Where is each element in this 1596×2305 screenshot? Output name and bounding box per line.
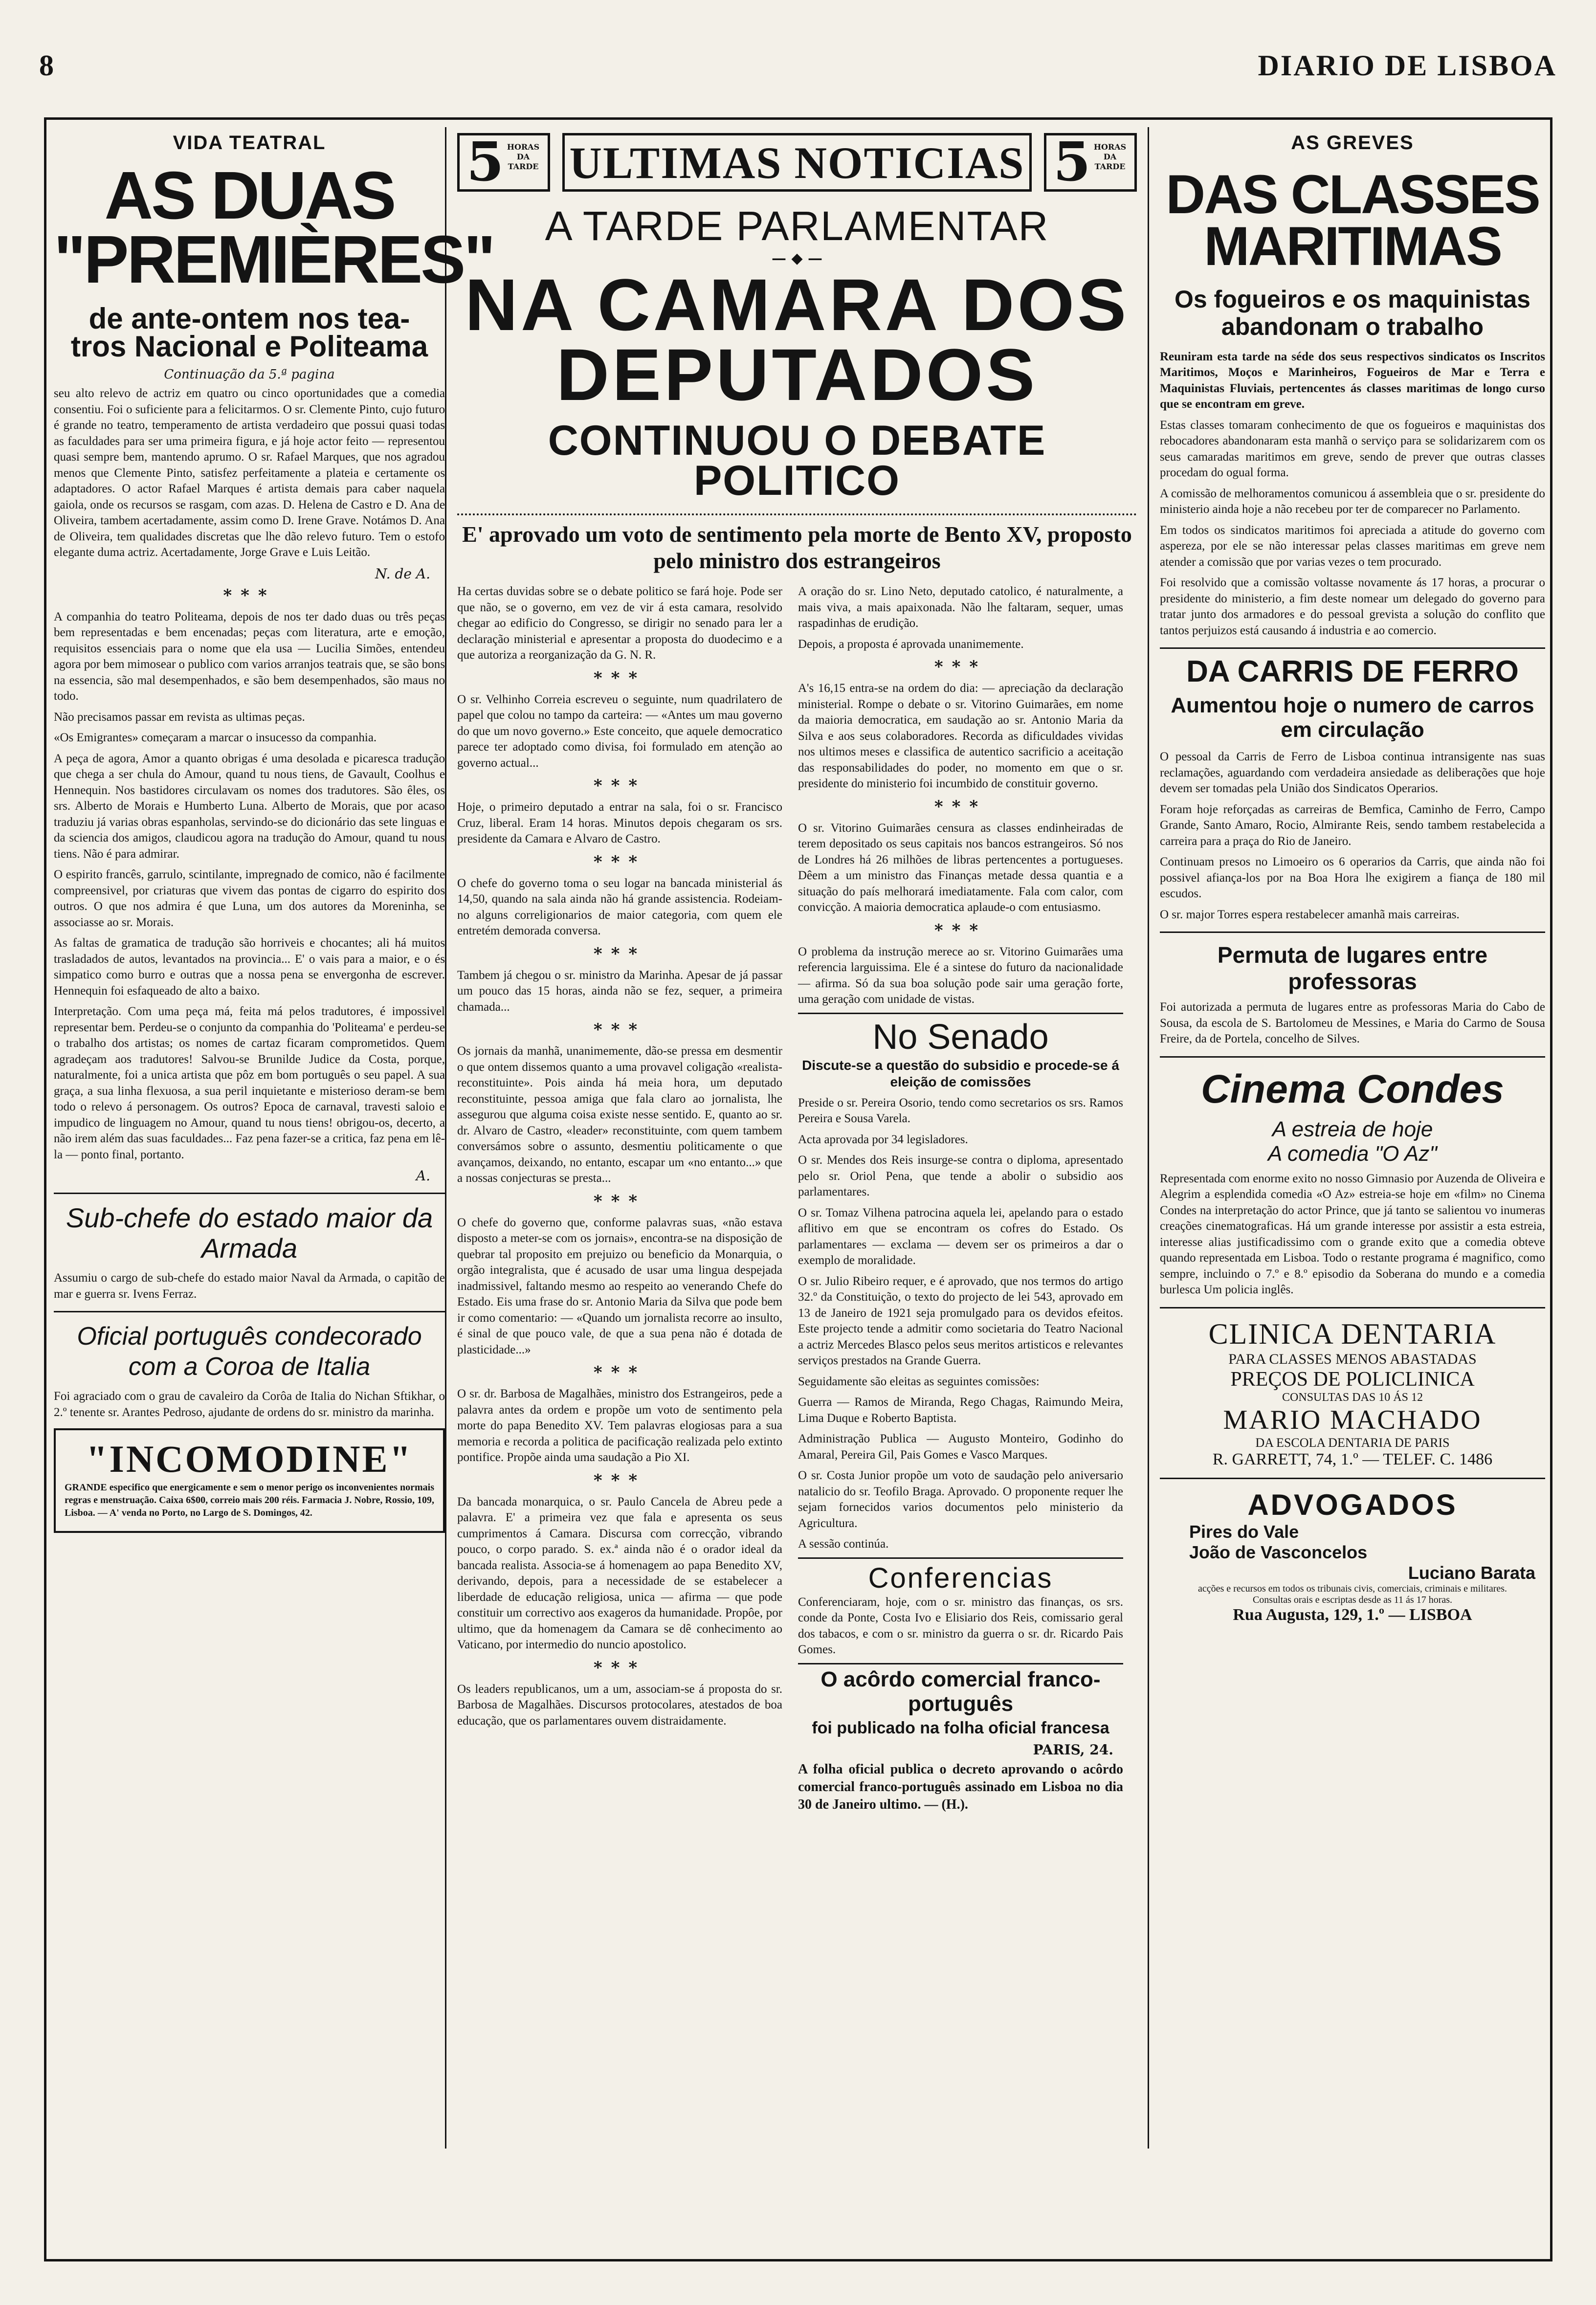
- greves-paragraph: Foi resolvido que a comissão voltasse novamente ás 17 horas, a procurar o presidente do ministerio, a fim deste nomear um delegado do governo para tratar junto dos armadores e do pessoal grevista a solução do conflito que tantos perjuizos está causando á industria e ao comercio.: [1160, 576, 1545, 637]
- report-paragraph: Depois, a proposta é aprovada unanimemente.: [798, 637, 1024, 651]
- permuta-body: Foi autorizada a permuta de lugares entre as professoras Maria do Cabo de Sousa, da escola de S. Bartolomeu de Messines, e Maria do Carmo de Sousa Freire, da de Portela, concelho de Silves.: [1160, 1000, 1545, 1046]
- senado-paragraph: O sr. Julio Ribeiro requer, e é aprovado, que nos termos do artigo 32.º da Constituição, o texto do projecto de lei 543, aprovado em 13 de Janeiro de 1921 seja promulgado para os devidos efeitos. Este projecto tende a admitir como societaria do Teatro Nacional a actriz Mercedes Blasco pelos seus meritos artisticos e relevantes serviços prestados na Grande Guerra.: [798, 1274, 1123, 1368]
- cinema-subheadline: A estreia de hoje: [1272, 1117, 1433, 1141]
- conferencias-body: Conferenciaram, hoje, com o sr. ministro das finanças, os srs. conde da Ponte, Costa Ivo e Elisiario dos Reis, comissario geral dos tabacos, e com o sr. ministro da guerra o sr. dr. Ricardo Pais Gomes.: [798, 1595, 1123, 1657]
- carris-subheadline: Aumentou hoje o numero de carros em circulação: [1171, 693, 1534, 742]
- carris-paragraph: Continuam presos no Limoeiro os 6 operarios da Carris, que ainda não foi possivel afiança-los por na Boa Hora lhe exigirem a fiança de 180 mil escudos.: [1160, 855, 1545, 901]
- vote-headline: E' aprovado um voto de sentimento pela morte de Bento XV, proposto pelo ministro dos estrangeiros: [462, 522, 1132, 574]
- acordo-subheadline: foi publicado na folha oficial francesa: [812, 1718, 1109, 1737]
- dotted-divider: [457, 513, 1137, 515]
- divider: [54, 1193, 445, 1194]
- clinica-dentaria-ad: CLINICA DENTARIA PARA CLASSES MENOS ABASTADAS PREÇOS DE POLICLINICA CONSULTAS DAS 10 ÁS 12 MARIO MACHADO DA ESCOLA DENTARIA DE PARIS R. GARRETT, 74, 1.º — TELEF. C. 1486: [1160, 1317, 1545, 1469]
- cinema-headline: Cinema Condes: [1201, 1066, 1504, 1111]
- separator-stars: ***: [223, 585, 276, 605]
- oficial-headline: Oficial português condecorado com a Coroa de Italia: [77, 1322, 422, 1381]
- report-paragraph: Tambem já chegou o sr. ministro da Marinha. Apesar de já passar um pouco das 15 horas, ainda não se fez, sequer, a primeira chamada...: [457, 968, 782, 1014]
- acordo-dateline: PARIS, 24.: [1033, 1742, 1113, 1758]
- senado-paragraph: A sessão continúa.: [798, 1537, 889, 1551]
- column-ultimas-noticias: [445, 127, 1149, 2149]
- headline: NA CAMARA DOS DEPUTADOS: [465, 264, 1130, 416]
- report-left-column: Ha certas duvidas sobre se o debate politico se fará hoje. Pode ser que não, se o governo, em vez de vir á esta camara, resolvido chegar ao edificio do Congresso, se dirigir no senado para ler a declaração ministerial e apresentar a proposta do duodecimo e a que autoriza a reorganização da G. N. R. *** O sr. Velhinho Correia escreveu o seguinte, num quadrilatero de papel que colou no tampo da carteira: — «Antes um mau governo do que um novo governo.» Este conceito, que aquele democratico parece ter adoptado como divisa, foi formulado em atenção ao governo actual... *** Hoje, o primeiro deputado a entrar na sala, foi o sr. Francisco Cruz, liberal. Eram 14 horas. Minutos depois chegaram os srs. presidente da Camara e Alvaro de Castro. *** O chefe do governo toma o seu logar na bancada ministerial ás 14,50, quando na sala ainda não há grande assistencia. Rodeiam-no alguns correligionarios de maior categoria, com quem ele entretém demorada conversa. *** Tambem já chegou o sr. ministro da Marinha. Apesar de já passar um pouco das 15 horas, ainda não se fez, sequer, a primeira chamada... *** Os jornais da manhã, unanimemente, dão-se pressa em desmentir o que ontem dissemos quanto a uma provavel coligação «realista-reconstituinte». Pois ainda há meia hora, um deputado reconstituinte, pessoa amiga que fala claro ao jornalista, lhe assegurou que alguma coisa existe nesse sentido. E, quanto ao sr. dr. Alvaro de Castro, «leader» reconstituinte, com quem tambem conversámos sobre o assunto, desmentiu politicamente o que avançamos, deixando, no entanto, escapar um «no entanto...» que a nossas conjecturas se presta... *** O chefe do governo que, conforme palavras suas, «não estava disposto a meter-se com os jornais», encontra-se na disposição de quebrar tal proposito em prejuizo ou beneficio da Monarquia, o orgão integralista, que é acusado de usar uma lingua despejada inadmissivel, faltando mesmo ao respeito ao venerando Chefe do Estado. Eis uma frase do sr. Antonio Maria da Silva que pode bem ir como comentario: — «Quando um jornalista recorre ao insulto, é sinal de que pouco vale, de que a sua pena não é dotada de plasticidade...» *** O sr. dr. Barbosa de Magalhães, ministro dos Estrangeiros, pede a palavra antes da ordem e propõe um voto de sentimento pela morte do papa Benedito XV. Tem palavras elogiosas para a sua memoria e recorda a politica de pacificação realizada pelo extinto pontifice. Propõe ainda uma saudação a Pio XI. *** Da bancada monarquica, o sr. Paulo Cancela de Abreu pede a palavra. E' a primeira vez que fala e apresenta os seus cumprimentos á Camara. Discursa com correcção, vibrando pouco, o corpo parado. S. ex.ª ainda não é o orador ideal da bancada realista. Associa-se á homenagem ao papa Benedito XV, derivando, depois, para a necessidade de se estabelecer a liberdade de educação religiosa, unica — afirma — que pode constituir um correctivo aos exageros da humanidade. Propôe, por ultimo, que da homenagem da Camara se dê conhecimento ao Vaticano, por intermedio do nuncio apostolico. *** Os leaders republicanos, um a um, associam-se á proposta do sr. Barbosa de Magalhães. Discursos protocolares, atestados de boa educação, que os parlamentares ouvem distraidamente.: [457, 584, 782, 1734]
- greves-paragraph: A comissão de melhoramentos comunicou á assembleia que o sr. presidente do ministerio ainda hoje a não recebeu por ter de comparecer no Parlamento.: [1160, 487, 1545, 516]
- subheadline: CONTINUOU O DEBATE POLITICO: [548, 417, 1046, 504]
- ornament: — ◆ —: [772, 250, 822, 267]
- report-paragraph: O sr. dr. Barbosa de Magalhães, ministro dos Estrangeiros, pede a palavra antes da ordem e propõe um voto de sentimento pela morte do papa Benedito XV. Tem palavras elogiosas para a sua memoria e recorda a politica de pacificação realizada pelo extinto pontifice. Propõe ainda uma saudação a Pio XI.: [457, 1387, 782, 1464]
- article-paragraph: A companhia do teatro Politeama, depois de nos ter dado duas ou três peças bem representadas e bem encenadas; peças com literatura, arte e emoção, requisitos essenciais para o nome que ela usa — Lucilia Simões, entendeu agora por bem mimosear o publico com varios arranjos teatrais que, se são bons na essencia, são mal desempenhados, e são bem desempenhados, são maus no todo.: [54, 610, 445, 703]
- incomodine-ad: [54, 1428, 445, 1533]
- senado-paragraph: Acta aprovada por 34 legisladores.: [798, 1132, 968, 1146]
- greves-paragraph: Em todos os sindicatos maritimos foi apreciada a atitude do governo com aspereza, por ele se não interessar pelas classes maritimas em greve nem atender a comissão que por varias vezes o tem procurado.: [1160, 523, 1545, 569]
- oficial-body: Foi agraciado com o grau de cavaleiro da Corôa de Italia do Nichan Sftikhar, o 2.º tenente sr. Arantes Pedroso, ajudante de ordens do sr. ministro da marinha.: [54, 1390, 445, 1419]
- article-paragraph: A peça de agora, Amor a quanto obrigas é uma desolada e picaresca tradução que chega a ser chula do Amour, quand tu nous tiens, de Gavault, Coolhus e Hennequin. Nos bastidores circulavam os nomes dos tradutores. São êles, os srs. Alberto de Morais e Humberto Luna. Alberto de Morais, que por acaso traduziu já varias obras espanholas, servindo-se do dicionário das sete linguas e da sciencia dos amigos, claudicou agora na tradução do Amour, quand tu nous tiens. Não é para admirar.: [54, 752, 445, 861]
- divider: [54, 1311, 445, 1312]
- senado-paragraph: O sr. Mendes dos Reis insurge-se contra o diploma, apresentado pelo sr. Oriol Pena, que tende a abolir o subsidio aos parlamentares.: [798, 1153, 1123, 1199]
- senado-paragraph: O sr. Costa Junior propõe um voto de saudação pelo aniversario natalicio do sr. Teofilo Braga. Aprovado. O proponente requer lhe sejam fornecidos varios documentos pelo ministerio da Agricultura.: [798, 1469, 1123, 1530]
- continuation-note: Continuação da 5.ª pagina: [164, 367, 335, 382]
- senado-subheadline: Discute-se a questão do subsidio e procede-se á eleição de comissões: [802, 1057, 1119, 1089]
- senado-headline: No Senado: [872, 1017, 1049, 1057]
- greves-paragraph: Estas classes tomaram conhecimento de que os fogueiros e maquinistas dos rebocadores abandonaram esta manhã o serviço para se solidarizarem com os seus camaradas maritimos em greve, sendo de prever que outras classes procedam do ogual forma.: [1160, 418, 1545, 480]
- article-paragraph: Interpretação. Com uma peça má, feita má pelos tradutores, é impossivel representar bem. Perdeu-se o conjunto da companhia do 'Politeama' e perdeu-se o trabalho dos artistas; os nomes de cartaz ficaram comprometidos. Quem agradeçam aos tradutores! Salvou-se Brunilde Judice da Costa, porque, naturalmente, foi a unica artista que pôz em bom português o seu papel. A sua graça, a sua linha flexuosa, a sua peril inquietante e misterioso deram-se bem todo o relevo á personagem. Os outros? Epoca de carnaval, travesti saloio e impudico de linguagem no Amour, quand tu nous tiens! obrigou-os, decerto, a não irem além das suas faculdades... Faz pena fazer-se a critica, faz pena em lê-la — ponto final, portanto.: [54, 1005, 445, 1161]
- section-label: VIDA TEATRAL: [173, 132, 326, 154]
- signature: A.: [416, 1168, 430, 1184]
- advogados-title: ADVOGADOS: [1247, 1488, 1458, 1521]
- article-paragraph: O espirito francês, garrulo, scintilante, impregnado de comico, não é facilmente compreensivel, por criaturas que vivem das pontas de cigarro do espirito dos outros. O que nos admira é que Luna, um dos autores da Moreninha, se associasse ao sr. Morais.: [54, 868, 445, 929]
- report-paragraph: O chefe do governo toma o seu logar na bancada ministerial ás 14,50, quando na sala ainda não há grande assistencia. Rodeiam-no alguns correligionarios de maior categoria, com quem ele entretém demorada conversa.: [457, 876, 782, 938]
- section-title: A TARDE PARLAMENTAR: [545, 203, 1049, 249]
- hour-box-left: 5 HORAS DA TARDE: [457, 133, 550, 192]
- report-paragraph: O sr. Vitorino Guimarães censura as classes endinheiradas de terem depositado os seus capitais nos bancos estrangeiros. Só nos de Londres há 26 milhões de libras pertencentes a portugueses. Dêem a um ministro das Finanças metade dessa quantia e a situação do país melhorará imediatamente. Fala com calor, com convicção. A maioria democratica aplaude-o com entusiasmo.: [798, 821, 1123, 914]
- ultimas-noticias-banner: [457, 127, 1137, 200]
- senado-paragraph: Seguidamente são eleitas as seguintes comissões:: [798, 1374, 1040, 1388]
- carris-paragraph: O sr. major Torres espera restabelecer amanhã mais carreiras.: [1160, 908, 1460, 921]
- carris-paragraph: Foram hoje reforçadas as carreiras de Bemfica, Caminho de Ferro, Campo Grande, Santo Amaro, Rocio, Almirante Reis, sendo tambem restabelecida a carreira para a praça do Rio de Janeiro.: [1160, 802, 1545, 848]
- report-paragraph: Hoje, o primeiro deputado a entrar na sala, foi o sr. Francisco Cruz, liberal. Eram 14 horas. Minutos depois chegaram os srs. presidente da Camara e Alvaro de Castro.: [457, 800, 782, 846]
- parliament-report: [457, 584, 1137, 2149]
- senado-paragraph: Preside o sr. Pereira Osorio, tendo como secretarios os srs. Ramos Pereira e Sousa Varela.: [798, 1096, 1123, 1126]
- report-paragraph: Os leaders republicanos, um a um, associam-se á proposta do sr. Barbosa de Magalhães. Discursos protocolares, atestados de boa educação, que os parlamentares ouvem distraidamente.: [457, 1682, 782, 1728]
- cinema-body: Representada com enorme exito no nosso Gimnasio por Auzenda de Oliveira e Alegrim a esplendida comedia «O Az» estreia-se hoje em «film» no Cinema Condes na interpretação do actor Prince, que já tanto se salientou vo inumeras creações cinematograficas. Há um grande interesse por assistir a esta estreia, interesse alias justificadissimo com o grande exito que a comedia obteve quando representada em Lisboa. Todo o restante programa é magnifico, como sempre, incluindo o 7.º e 8.º episodio da Soberana do mundo e a comedia burlesca Um policia inglês.: [1160, 1172, 1545, 1297]
- senado-paragraph: Administração Publica — Augusto Monteiro, Godinho do Amaral, Pereira Gil, Pais Gomes e Vasco Marques.: [798, 1432, 1123, 1462]
- subchefe-headline: Sub-chefe do estado maior da Armada: [66, 1202, 433, 1264]
- acordo-headline: O acôrdo comercial franco-português: [820, 1667, 1101, 1716]
- clinica-title: CLINICA DENTARIA: [1208, 1317, 1497, 1350]
- article-paragraph: «Os Emigrantes» começaram a marcar o insucesso da companhia.: [54, 731, 377, 745]
- carris-headline: DA CARRIS DE FERRO: [1186, 655, 1519, 689]
- headline: DAS CLASSES MARITIMAS: [1166, 164, 1539, 277]
- acordo-body: A folha oficial publica o decreto aprovando o acôrdo comercial franco-português assinado em Lisboa no dia 30 de Janeiro ultimo. — (H.).: [798, 1762, 1123, 1813]
- page-header: [39, 49, 1557, 93]
- masthead: DIARIO DE LISBOA: [1258, 49, 1557, 82]
- report-paragraph: Ha certas duvidas sobre se o debate politico se fará hoje. Pode ser que não, se o governo, em vez de vir á esta camara, resolvido chegar ao edificio do Congresso, se dirigir no senado para ler a declaração ministerial e apresentar a proposta do duodecimo e a que autoriza a reorganização da G. N. R.: [457, 585, 782, 662]
- senado-paragraph: Guerra — Ramos de Miranda, Rego Chagas, Raimundo Meira, Lima Duque e Roberto Baptista.: [798, 1396, 1123, 1425]
- hour-box-right: 5 HORAS DA TARDE: [1044, 133, 1137, 192]
- signature: N. de A.: [375, 565, 430, 582]
- column-greves: [1149, 127, 1545, 1624]
- report-paragraph: A oração do sr. Lino Neto, deputado catolico, é naturalmente, a mais viva, a mais apaixonada. Não lhe faltaram, sequer, umas raspadinhas de erudição.: [798, 585, 1123, 630]
- article-paragraph: As faltas de gramatica de tradução são horriveis e chocantes; ali há muitos trasladados de autos, levantados na provincia... E' o vais para a maior, e o és simpatico como burro e outras que a nossa pena se envergonha de escrever. Hennequin foi esfaqueado de alto a baixo.: [54, 936, 445, 997]
- report-right-column: A oração do sr. Lino Neto, deputado catolico, é naturalmente, a mais viva, a mais apaixonada. Não lhe faltaram, sequer, umas raspadinhas de erudição. Depois, a proposta é aprovada unanimemente. *** A's 16,15 entra-se na ordem do dia: — apreciação da declaração ministerial. Rompe o debate o sr. Vitorino Guimarães, em nome da maioria democratica, em saudação ao sr. Antonio Maria da Silva e aos seus colaboradores. Recorda as dificuldades vividas nos ultimos meses e classifica de autentico sacrificio a aceitação das responsabilidades do poder, no momento em que o sr. presidente do ministerio foi incumbido de constituir governo. *** O sr. Vitorino Guimarães censura as classes endinheiradas de terem depositado os seus capitais nos bancos estrangeiros. Só nos de Londres há 26 milhões de libras pertencentes a portugueses. Dêem a um ministro das Finanças metade dessa quantia e a situação do país melhorará imediatamente. Fala com calor, com convicção. A maioria democratica aplaude-o com entusiasmo. *** O problema da instrução merece ao sr. Vitorino Guimarães uma referencia larguissima. Ele é a sintese do futuro da nacionalidade — afirma. Só da sua boa solução pode sair uma geração forte, uma geração com unidade de vistas. No Senado Discute-se a questão do subsidio e procede-se á eleição de comissões Preside o sr. Pereira Osorio, tendo como secretarios os srs. Ramos Pereira e Sousa Varela. Acta aprovada por 34 legisladores. O sr. Mendes dos Reis insurge-se contra o diploma, apresentado pelo sr. Oriol Pena, que tende a abolir o subsidio aos parlamentares. O sr. Tomaz Vilhena patrocina aquela lei, apelando para o estado aflitivo em que se encontram os cofres do Estado. Os parlamentares — exclama — devem ser os primeiros a dar o exemplo de moralidade. O sr. Julio Ribeiro requer, e é aprovado, que nos termos do artigo 32.º da Constituição, o texto do projecto de lei 543, aprovado em 13 de Janeiro de 1921 seja promulgado para os devidos efeitos. Este projecto tende a admitir como societaria do Teatro Nacional a actriz Mercedes Blasco pelos seus meritos artisticos e relevantes serviços prestados na Grande Guerra. Seguidamente são eleitas as seguintes comissões: Guerra — Ramos de Miranda, Rego Chagas, Raimundo Meira, Lima Duque e Roberto Baptista. Administração Publica — Augusto Monteiro, Godinho do Amaral, Pereira Gil, Pais Gomes e Vasco Marques. O sr. Costa Junior propõe um voto de saudação pelo aniversario natalicio do sr. Teofilo Braga. Aprovado. O proponente requer lhe sejam fornecidos varios documentos pelo ministerio da Agricultura. A sessão continúa. Conferencias Conferenciaram, hoje, com o sr. ministro das finanças, os srs. conde da Ponte, Costa Ivo e Elisiario dos Reis, comissario geral dos tabacos, e com o sr. ministro da guerra o sr. dr. Ricardo Pais Gomes. O acôrdo comercial franco-português foi publicado na folha oficial francesa PARIS, 24. A folha oficial publica o decreto aprovando o acôrdo comercial franco-português assinado em Lisboa no dia 30 de Janeiro ultimo. — (H.).: [798, 584, 1123, 1818]
- cinema-subheadline: A comedia "O Az": [1268, 1141, 1437, 1166]
- report-paragraph: A's 16,15 entra-se na ordem do dia: — apreciação da declaração ministerial. Rompe o debate o sr. Vitorino Guimarães, em nome da maioria democratica, em saudação ao sr. Antonio Maria da Silva e aos seus colaboradores. Recorda as dificuldades vividas nos ultimos meses e classifica de autentico sacrificio a aceitação das responsabilidades do poder, no momento em que o sr. presidente do ministerio foi incumbido de constituir governo.: [798, 682, 1123, 791]
- report-paragraph: O chefe do governo que, conforme palavras suas, «não estava disposto a meter-se com os jornais», encontra-se na disposição de quebrar tal proposito em prejuizo ou beneficio da Monarquia, o orgão integralista, que é acusado de usar uma lingua despejada inadmissivel, faltando mesmo ao respeito ao venerando Chefe do Estado. Eis uma frase do sr. Antonio Maria da Silva que pode bem ir como comentario: — «Quando um jornalista recorre ao insulto, é sinal de que pouco vale, de que a sua pena não é dotada de plasticidade...»: [457, 1216, 782, 1356]
- clinica-doctor: MARIO MACHADO: [1223, 1404, 1482, 1435]
- headline: AS DUAS "PREMIÈRES": [54, 158, 494, 298]
- subheadline: de ante-ontem nos tea-: [89, 302, 410, 335]
- column-vida-teatral: [54, 127, 494, 1541]
- banner-title: ULTIMAS NOTICIAS: [562, 133, 1032, 192]
- ad-title: "INCOMODINE": [86, 1438, 413, 1481]
- greves-paragraph: Reuniram esta tarde na séde dos seus respectivos sindicatos os Inscritos Maritimos, Moços e Marinheiros, Fogueiros de Mar e Terra e Maquinistas Fluviais, pertencentes ás classes maritimas de longo curso que se encontram em greve.: [1160, 350, 1545, 411]
- report-paragraph: O problema da instrução merece ao sr. Vitorino Guimarães uma referencia larguissima. Ele é a sintese do futuro da nacionalidade — afirma. Só da sua boa solução pode sair uma geração forte, uma geração com unidade de vistas.: [798, 945, 1123, 1006]
- article-paragraph: Não precisamos passar em revista as ultimas peças.: [54, 710, 305, 724]
- permuta-headline: Permuta de lugares entre professoras: [1217, 942, 1488, 995]
- subheadline: tros Nacional e Politeama: [70, 330, 428, 363]
- report-paragraph: O sr. Velhinho Correia escreveu o seguinte, num quadrilatero de papel que colou no tampo da carteira: — «Antes um mau governo do que um novo governo.» Este conceito, que aquele democratico parece ter adoptado como divisa, foi formulado em atenção ao governo actual...: [457, 692, 782, 770]
- article-paragraph: seu alto relevo de actriz em quatro ou cinco oportunidades que a comedia consentiu. Foi o suficiente para a felicitarmos. O sr. Clemente Pinto, cujo futuro é grande no teatro, temperamento de artista verdadeiro que possui quasi todas as faculdades para ser uma primeira figura, e já hoje actor feito — representou quasi sempre bem, mantendo aprumo. O sr. Rafael Marques, que nos agradou menos que Clemente Pinto, satisfez perfeitamente a plateia e certamente os adaptadores. O actor Rafael Marques é artista demais para caber naquela gaiola, onde os recursos se rasgam, com azas. D. Helena de Castro e D. Ana de Oliveira, tambem acertadamente, assim como D. Irene Grave. Notámos D. Ana de Oliveira, tem qualidades discretas que lhe dão relevo futuro. Tem o estofo elegante duma actriz. Acertadamente, Jorge Grave e Luis Leitão.: [54, 387, 445, 559]
- subchefe-body: Assumiu o cargo de sub-chefe do estado maior Naval da Armada, o capitão de mar e guerra sr. Ivens Ferraz.: [54, 1271, 445, 1301]
- ad-body: GRANDE especifico que energicamente e sem o menor perigo os inconvenientes normais regras e menstruação. Caixa 6$00, correio mais 200 réis. Farmacia J. Nobre, Rossio, 109, Lisboa. — A' venda no Porto, no Largo de S. Domingos, 42.: [65, 1482, 434, 1519]
- report-paragraph: Os jornais da manhã, unanimemente, dão-se pressa em desmentir o que ontem dissemos quanto a uma provavel coligação «realista-reconstituinte». Pois ainda há meia hora, um deputado reconstituinte, pessoa amiga que fala claro ao jornalista, lhe assegurou que alguma coisa existe nesse sentido. E, quanto ao sr. dr. Alvaro de Castro, «leader» reconstituinte, com quem tambem conversámos sobre o assunto, desmentiu politicamente o que avançamos, deixando, no entanto, escapar um «no entanto...» que a nossas conjecturas se presta...: [457, 1044, 782, 1185]
- subheadline: Os fogueiros e os maquinistas abandonam o trabalho: [1175, 285, 1530, 340]
- conferencias-headline: Conferencias: [868, 1562, 1053, 1594]
- senado-paragraph: O sr. Tomaz Vilhena patrocina aquela lei, apelando para o estado aflitivo em que se encontram os cofres do Estado. Os parlamentares — exclama — devem ser os primeiros a dar o exemplo de moralidade.: [798, 1206, 1123, 1267]
- carris-paragraph: O pessoal da Carris de Ferro de Lisboa continua intransigente nas suas reclamações, aguardando com verdadeira ansiedade as deliberações que hoje devem ser tomadas pela União dos Sindicatos Operarios.: [1160, 750, 1545, 796]
- section-label: AS GREVES: [1291, 132, 1414, 154]
- advogados-ad: ADVOGADOS Pires do Vale João de Vasconcelos Luciano Barata acções e recursos em todos os tribunais civis, comerciais, criminais e militares. Consultas orais e escriptas desde as 11 ás 17 horas. Rua Augusta, 129, 1.º — LISBOA: [1160, 1488, 1545, 1624]
- page-number: 8: [39, 49, 54, 82]
- report-paragraph: Da bancada monarquica, o sr. Paulo Cancela de Abreu pede a palavra. E' a primeira vez que fala e apresenta os seus cumprimentos á Camara. Discursa com correcção, vibrando pouco, o corpo parado. S. ex.ª ainda não é o orador ideal da bancada realista. Associa-se á homenagem ao papa Benedito XV, derivando, depois, para a necessidade de se estabelecer a liberdade de educação religiosa, unica — afirma — que pode constituir um correctivo aos exageros da humanidade. Propôe, por ultimo, que da homenagem da Camara se dê conhecimento ao Vaticano, por intermedio do nuncio apostolico.: [457, 1495, 782, 1652]
